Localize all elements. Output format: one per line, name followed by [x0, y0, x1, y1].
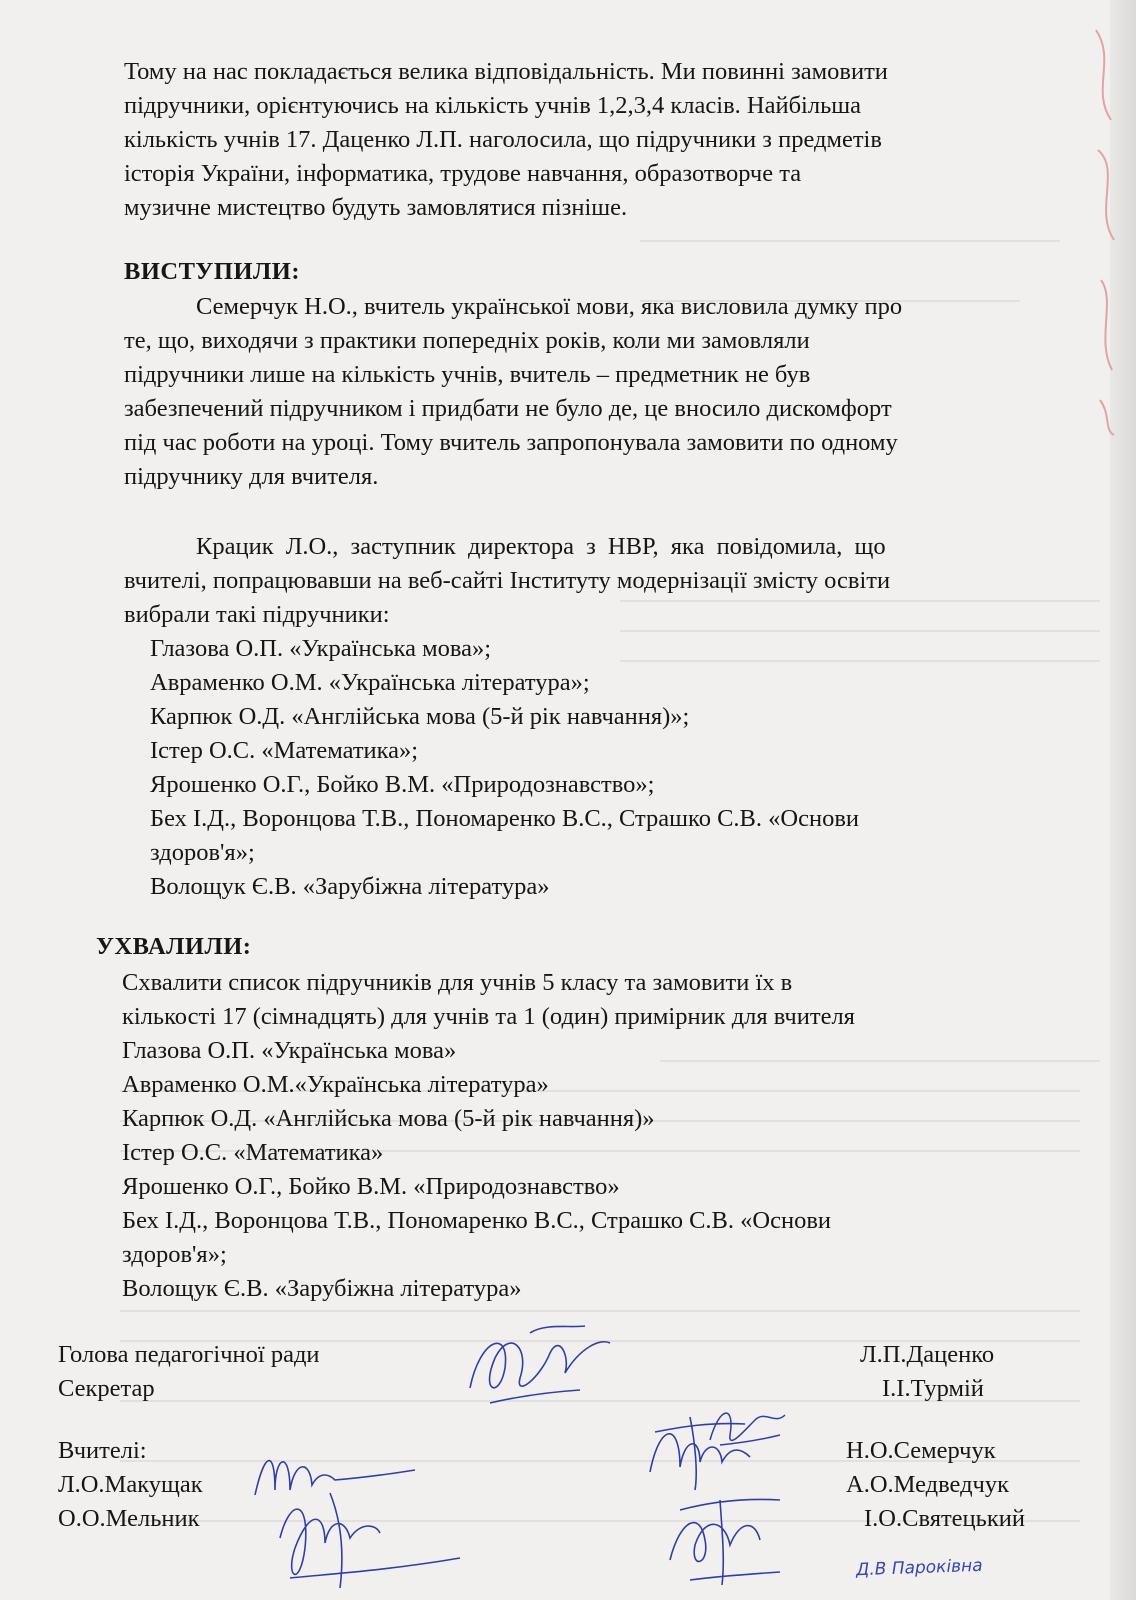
- book-list-item: Глазова О.П. «Українська мова»;: [150, 635, 492, 662]
- section-heading-vystupyly: ВИСТУПИЛИ:: [124, 258, 300, 285]
- head-name: Л.П.Даценко: [860, 1341, 995, 1368]
- handwritten-signature-semerchuk: [700, 1395, 790, 1455]
- secretary-role: Секретар: [58, 1375, 155, 1402]
- margin-pencil-marks: [1086, 20, 1126, 440]
- book-list-item: Авраменко О.М. «Українська література»;: [150, 669, 590, 696]
- kratsyk-line-1: Крацик Л.О., заступник директора з НВР, яка повідомила, що: [196, 533, 886, 560]
- approved-book-item: здоров'я»;: [122, 1241, 227, 1268]
- decision-line-2: кількості 17 (сімнадцять) для учнів та 1 (один) примірник для вчителя: [122, 1003, 855, 1030]
- handwritten-note: Д.В Пароківна: [855, 1555, 983, 1581]
- approved-book-item: Волощук Є.В. «Зарубіжна література»: [122, 1275, 522, 1302]
- teacher-name-right: А.О.Медведчук: [846, 1471, 1010, 1498]
- book-list-item: Карпюк О.Д. «Англійська мова (5-й рік навчання)»;: [150, 703, 690, 730]
- teacher-name-right: Н.О.Семерчук: [846, 1437, 996, 1464]
- approved-book-item: Карпюк О.Д. «Англійська мова (5-й рік навчання)»: [122, 1105, 655, 1132]
- teacher-name-left: О.О.Мельник: [58, 1505, 200, 1532]
- semerchuk-line-4: забезпечений підручником і придбати не було де, це вносило дискомфорт: [124, 395, 892, 422]
- approved-book-item: Авраменко О.М.«Українська література»: [122, 1071, 549, 1098]
- semerchuk-line-3: підручники лише на кількість учнів, вчитель – предметник не був: [124, 361, 811, 388]
- kratsyk-line-3: вибрали такі підручники:: [124, 601, 390, 628]
- handwritten-signature-head: [460, 1318, 620, 1418]
- approved-book-item: Істер О.С. «Математика»: [122, 1139, 384, 1166]
- section-heading-ukhvalyly: УХВАЛИЛИ:: [96, 933, 252, 960]
- teacher-name-right: І.О.Святецький: [864, 1505, 1025, 1532]
- approved-book-item: Бех І.Д., Воронцова Т.В., Пономаренко В.С., Страшко С.В. «Основи: [122, 1207, 831, 1234]
- book-list-item: Істер О.С. «Математика»;: [150, 737, 419, 764]
- kratsyk-line-2: вчителі, попрацювавши на веб-сайті Інституту модернізації змісту освіти: [124, 567, 891, 594]
- teachers-label: Вчителі:: [58, 1437, 147, 1464]
- intro-line-1: Тому на нас покладається велика відповідальність. Ми повинні замовити: [124, 58, 888, 85]
- approved-book-item: Ярошенко О.Г., Бойко В.М. «Природознавство»: [122, 1173, 620, 1200]
- book-list-item: Бех І.Д., Воронцова Т.В., Пономаренко В.С., Страшко С.В. «Основи: [150, 805, 859, 832]
- handwritten-signature-melnyk: [270, 1478, 470, 1598]
- approved-book-item: Глазова О.П. «Українська мова»: [122, 1037, 457, 1064]
- book-list-item: Волощук Є.В. «Зарубіжна література»: [150, 873, 550, 900]
- teacher-name-left: Л.О.Макущак: [58, 1471, 203, 1498]
- semerchuk-line-6: підручнику для вчителя.: [124, 463, 379, 490]
- handwritten-signature-sviatetskyi: [650, 1480, 790, 1590]
- intro-line-3: кількість учнів 17. Даценко Л.П. наголосила, що підручники з предметів: [124, 126, 882, 153]
- semerchuk-line-5: під час роботи на уроці. Тому вчитель запропонувала замовити по одному: [124, 429, 898, 456]
- decision-line-1: Схвалити список підручників для учнів 5 класу та замовити їх в: [122, 969, 793, 996]
- book-list-item: здоров'я»;: [150, 839, 255, 866]
- semerchuk-line-1: Семерчук Н.О., вчитель української мови, яка висловила думку про: [196, 293, 903, 320]
- secretary-name: І.І.Турмій: [882, 1375, 984, 1402]
- book-list-item: Ярошенко О.Г., Бойко В.М. «Природознавство»;: [150, 771, 655, 798]
- intro-line-2: підручники, орієнтуючись на кількість учнів 1,2,3,4 класів. Найбільша: [124, 92, 861, 119]
- intro-line-4: історія України, інформатика, трудове навчання, образотворче та: [124, 160, 802, 187]
- head-role: Голова педагогічної ради: [58, 1341, 320, 1368]
- intro-line-5: музичне мистецтво будуть замовлятися пізніше.: [124, 194, 628, 221]
- semerchuk-line-2: те, що, виходячи з практики попередніх років, коли ми замовляли: [124, 327, 810, 354]
